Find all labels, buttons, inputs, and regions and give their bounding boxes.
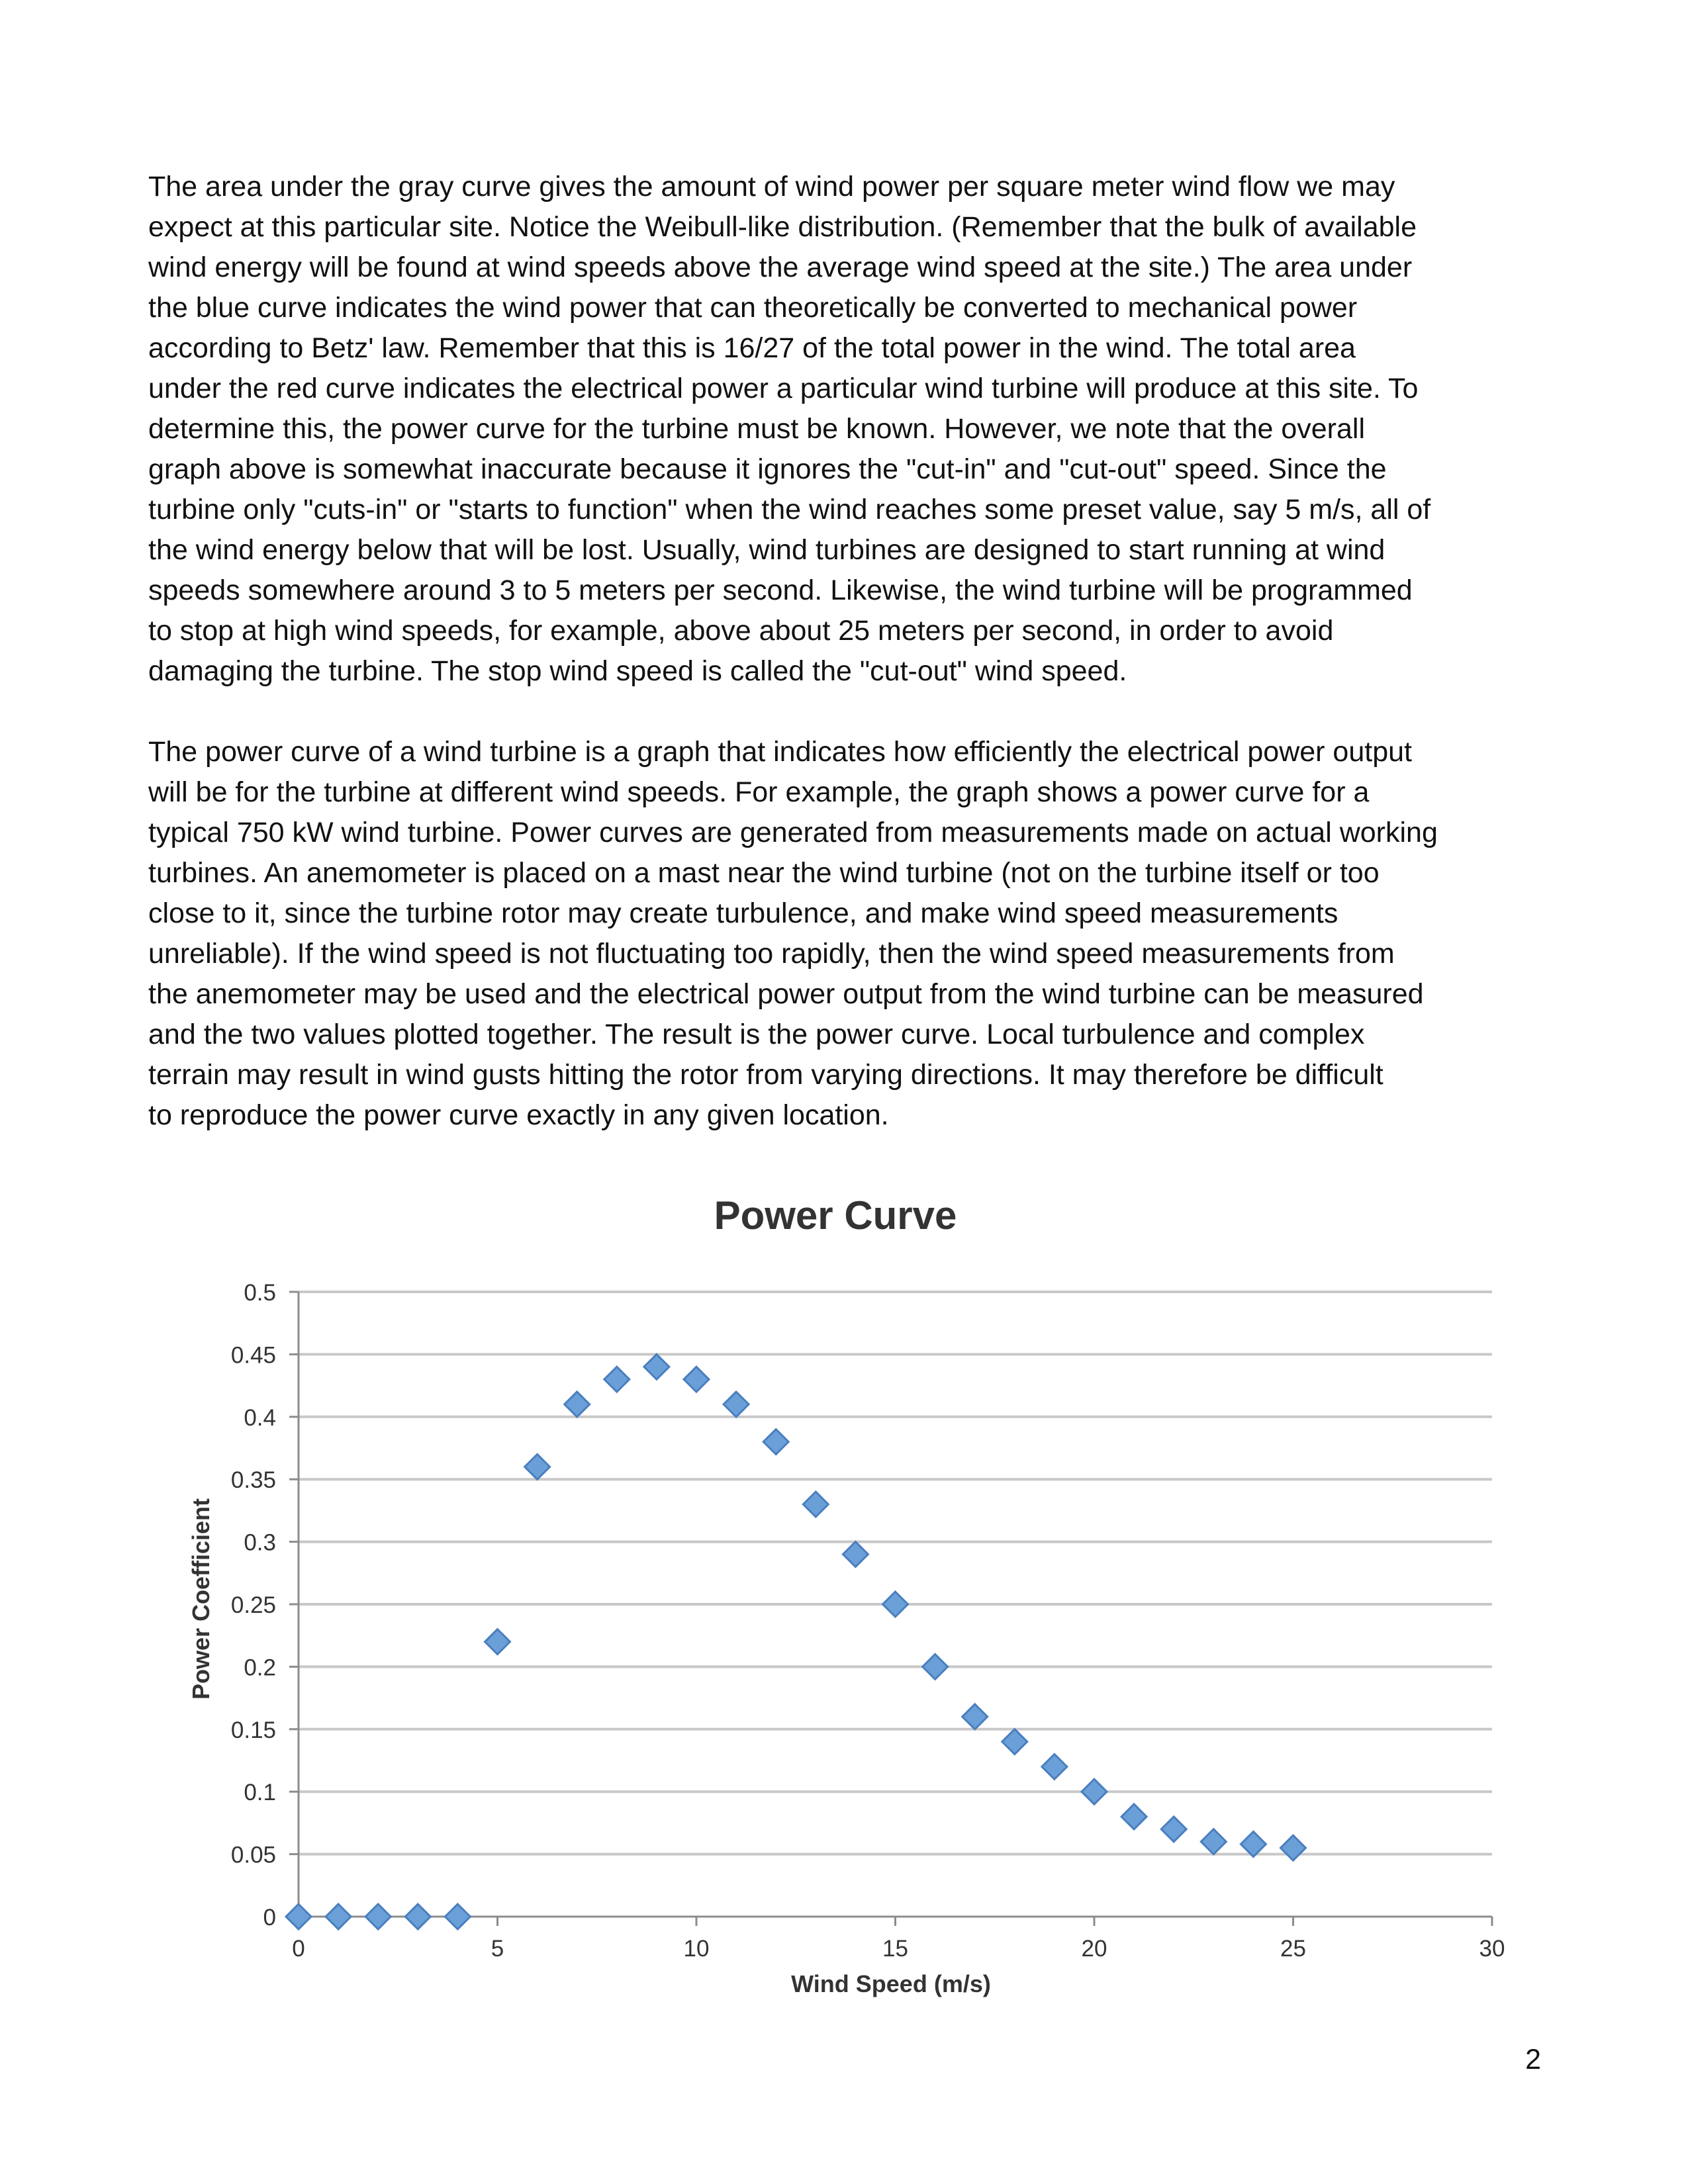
data-points (286, 1354, 1306, 1929)
y-tick-label: 0.3 (244, 1529, 276, 1556)
x-tick-label: 10 (683, 1936, 710, 1962)
y-tick-label: 0 (263, 1905, 276, 1931)
x-tick-label: 0 (292, 1936, 305, 1962)
x-tick-label: 20 (1081, 1936, 1107, 1962)
y-tick-label: 0.05 (230, 1842, 276, 1868)
data-point (326, 1904, 351, 1929)
x-axis-label: Wind Speed (m/s) (791, 1970, 991, 1997)
data-point (445, 1904, 470, 1929)
data-point (565, 1392, 590, 1417)
paragraph-gray-curve-explanation: The area under the gray curve gives the amount of wind power per square meter wind flow we may expect at this particular site. Notice the Weibull-like distribution. (Remember that the bulk of available wind energy will be found at wind speeds above the average wind speed at the site.) The area under the blue curve indicates the wind power that can theoretically be converted to mechanical power according to Betz' law. Remember that this is 16/27 of the total power in the wind. The total area under the red curve indicates the electrical power a particular wind turbine will produce at this site. To determine this, the power curve for the turbine must be known. However, we note that the overall graph above is somewhat inaccurate because it ignores the "cut-in" and "cut-out" speed. Since the turbine only "cuts-in" or "starts to function" when the wind reaches some preset value, say 5 m/s, all of the wind energy below that will be lost. Usually, wind turbines are designed to start running at wind speeds somewhere around 3 to 5 meters per second. Likewise, the wind turbine will be programmed to stop at high wind speeds, for example, above about 25 meters per second, in order to avoid damaging the turbine. The stop wind speed is called the "cut-out" wind speed. (148, 171, 1431, 687)
x-tick-label: 15 (882, 1936, 908, 1962)
data-point (923, 1654, 948, 1679)
data-point (1121, 1804, 1147, 1829)
data-point (286, 1904, 311, 1929)
y-tick-label: 0.45 (230, 1342, 276, 1369)
data-point (525, 1454, 550, 1479)
y-axis-label: Power Coefficient (187, 1498, 214, 1700)
y-tick-label: 0.1 (244, 1780, 276, 1806)
x-tick-label: 25 (1280, 1936, 1306, 1962)
page-number: 2 (1525, 2044, 1541, 2075)
y-tick-label: 0.25 (230, 1592, 276, 1618)
data-point (763, 1430, 788, 1455)
data-point (724, 1392, 749, 1417)
tick-labels (231, 1280, 1505, 1962)
y-tick-label: 0.5 (244, 1280, 276, 1306)
data-point (962, 1704, 988, 1729)
data-point (1161, 1817, 1186, 1842)
data-point (883, 1592, 908, 1617)
data-point (1201, 1829, 1226, 1854)
data-point (684, 1367, 709, 1392)
paragraph-power-curve-explanation: The power curve of a wind turbine is a graph that indicates how efficiently the electrical power output will be for the turbine at different wind speeds. For example, the graph shows a power curve for a typical 750 kW wind turbine. Power curves are generated from measurements made on actual working turbines. An anemometer is placed on a mast near the wind turbine (not on the turbine itself or too close to it, since the turbine rotor may create turbulence, and make wind speed measurements unreliable). If the wind speed is not fluctuating too rapidly, then the wind speed measurements from the anemometer may be used and the electrical power output from the wind turbine can be measured and the two values plotted together. The result is the power curve. Local turbulence and complex terrain may result in wind gusts hitting the rotor from varying directions. It may therefore be difficult to reproduce the power curve exactly in any given location. (148, 736, 1438, 1131)
data-point (1002, 1729, 1027, 1754)
data-point (365, 1904, 391, 1929)
data-point (1042, 1754, 1067, 1779)
x-tick-label: 5 (491, 1936, 504, 1962)
y-tick-label: 0.35 (230, 1467, 276, 1494)
data-point (803, 1492, 828, 1517)
y-tick-label: 0.4 (244, 1404, 276, 1431)
data-point (1082, 1779, 1107, 1804)
gridlines (299, 1292, 1492, 1854)
y-tick-label: 0.15 (230, 1717, 276, 1743)
data-point (485, 1629, 510, 1655)
x-tick-label: 30 (1479, 1936, 1505, 1962)
data-point (604, 1367, 630, 1392)
data-point (644, 1354, 669, 1379)
data-point (1281, 1835, 1306, 1860)
y-tick-label: 0.2 (244, 1655, 276, 1681)
data-point (405, 1904, 430, 1929)
chart-title: Power Curve (714, 1193, 957, 1238)
data-point (843, 1541, 868, 1567)
